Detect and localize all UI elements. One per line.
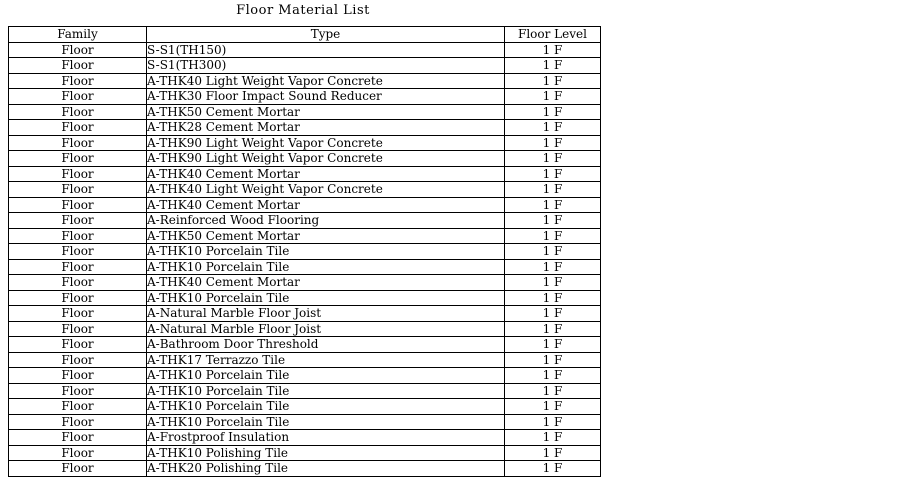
cell-level: 1 F <box>505 383 601 399</box>
table-row <box>9 368 601 384</box>
cell-level: 1 F <box>505 306 601 322</box>
cell-family: Floor <box>9 120 147 136</box>
cell-family: Floor <box>9 73 147 89</box>
cell-type: A-THK40 Cement Mortar <box>147 197 505 213</box>
cell-level: 1 F <box>505 445 601 461</box>
table-row <box>9 135 601 151</box>
cell-family: Floor <box>9 321 147 337</box>
cell-family: Floor <box>9 89 147 105</box>
cell-level: 1 F <box>505 430 601 446</box>
table-row <box>9 58 601 74</box>
cell-family: Floor <box>9 414 147 430</box>
cell-type: A-THK10 Porcelain Tile <box>147 383 505 399</box>
cell-family: Floor <box>9 104 147 120</box>
cell-type: A-THK10 Porcelain Tile <box>147 290 505 306</box>
document-title: Floor Material List <box>236 3 370 18</box>
cell-type: A-THK20 Polishing Tile <box>147 461 505 477</box>
column-header-type: Type <box>147 27 505 43</box>
cell-level: 1 F <box>505 228 601 244</box>
table-row <box>9 445 601 461</box>
table-row <box>9 290 601 306</box>
cell-level: 1 F <box>505 461 601 477</box>
cell-type: A-THK40 Cement Mortar <box>147 275 505 291</box>
table-row <box>9 399 601 415</box>
cell-family: Floor <box>9 58 147 74</box>
cell-family: Floor <box>9 244 147 260</box>
cell-level: 1 F <box>505 368 601 384</box>
table-row <box>9 244 601 260</box>
table-header-row <box>9 27 601 43</box>
cell-level: 1 F <box>505 135 601 151</box>
cell-family: Floor <box>9 461 147 477</box>
table-row <box>9 182 601 198</box>
table-row <box>9 352 601 368</box>
table-row <box>9 430 601 446</box>
table-row <box>9 104 601 120</box>
table-row <box>9 166 601 182</box>
cell-type: A-THK50 Cement Mortar <box>147 104 505 120</box>
cell-level: 1 F <box>505 275 601 291</box>
cell-level: 1 F <box>505 42 601 58</box>
cell-level: 1 F <box>505 89 601 105</box>
table-row <box>9 337 601 353</box>
cell-level: 1 F <box>505 259 601 275</box>
cell-family: Floor <box>9 151 147 167</box>
cell-type: S-S1(TH150) <box>147 42 505 58</box>
cell-family: Floor <box>9 213 147 229</box>
table-body <box>9 42 601 476</box>
cell-type: A-THK10 Porcelain Tile <box>147 399 505 415</box>
table-row <box>9 197 601 213</box>
column-header-floor-level: Floor Level <box>505 27 601 43</box>
table-row <box>9 275 601 291</box>
cell-family: Floor <box>9 352 147 368</box>
cell-type: A-THK10 Porcelain Tile <box>147 244 505 260</box>
cell-level: 1 F <box>505 197 601 213</box>
cell-type: A-THK10 Porcelain Tile <box>147 414 505 430</box>
column-header-family: Family <box>9 27 147 43</box>
cell-level: 1 F <box>505 337 601 353</box>
cell-type: A-THK10 Porcelain Tile <box>147 368 505 384</box>
table-row <box>9 213 601 229</box>
cell-level: 1 F <box>505 73 601 89</box>
cell-type: A-Natural Marble Floor Joist <box>147 321 505 337</box>
table-row <box>9 321 601 337</box>
table-row <box>9 89 601 105</box>
cell-type: A-Natural Marble Floor Joist <box>147 306 505 322</box>
cell-family: Floor <box>9 306 147 322</box>
cell-level: 1 F <box>505 352 601 368</box>
cell-type: A-THK10 Porcelain Tile <box>147 259 505 275</box>
cell-family: Floor <box>9 337 147 353</box>
cell-level: 1 F <box>505 104 601 120</box>
cell-family: Floor <box>9 368 147 384</box>
cell-type: A-Bathroom Door Threshold <box>147 337 505 353</box>
cell-type: A-THK30 Floor Impact Sound Reducer <box>147 89 505 105</box>
cell-family: Floor <box>9 197 147 213</box>
cell-family: Floor <box>9 166 147 182</box>
cell-type: A-THK90 Light Weight Vapor Concrete <box>147 135 505 151</box>
cell-family: Floor <box>9 42 147 58</box>
table-row <box>9 228 601 244</box>
cell-level: 1 F <box>505 58 601 74</box>
cell-type: A-THK17 Terrazzo Tile <box>147 352 505 368</box>
cell-level: 1 F <box>505 120 601 136</box>
table-row <box>9 383 601 399</box>
cell-family: Floor <box>9 383 147 399</box>
table-row <box>9 414 601 430</box>
table-row <box>9 120 601 136</box>
cell-family: Floor <box>9 445 147 461</box>
table-row <box>9 151 601 167</box>
cell-type: A-THK40 Light Weight Vapor Concrete <box>147 73 505 89</box>
cell-type: S-S1(TH300) <box>147 58 505 74</box>
floor-material-table <box>8 26 601 477</box>
cell-type: A-THK40 Cement Mortar <box>147 166 505 182</box>
cell-type: A-THK40 Light Weight Vapor Concrete <box>147 182 505 198</box>
cell-level: 1 F <box>505 321 601 337</box>
cell-family: Floor <box>9 430 147 446</box>
cell-level: 1 F <box>505 151 601 167</box>
cell-level: 1 F <box>505 166 601 182</box>
cell-level: 1 F <box>505 213 601 229</box>
cell-family: Floor <box>9 228 147 244</box>
cell-level: 1 F <box>505 244 601 260</box>
cell-type: A-THK10 Polishing Tile <box>147 445 505 461</box>
table-row <box>9 73 601 89</box>
cell-level: 1 F <box>505 182 601 198</box>
cell-level: 1 F <box>505 290 601 306</box>
cell-family: Floor <box>9 290 147 306</box>
cell-type: A-THK28 Cement Mortar <box>147 120 505 136</box>
cell-family: Floor <box>9 399 147 415</box>
table-row <box>9 306 601 322</box>
cell-family: Floor <box>9 182 147 198</box>
cell-type: A-Reinforced Wood Flooring <box>147 213 505 229</box>
cell-family: Floor <box>9 135 147 151</box>
cell-family: Floor <box>9 259 147 275</box>
cell-level: 1 F <box>505 414 601 430</box>
table-row <box>9 259 601 275</box>
cell-type: A-Frostproof Insulation <box>147 430 505 446</box>
cell-level: 1 F <box>505 399 601 415</box>
table-row <box>9 461 601 477</box>
cell-type: A-THK50 Cement Mortar <box>147 228 505 244</box>
cell-type: A-THK90 Light Weight Vapor Concrete <box>147 151 505 167</box>
table-row <box>9 42 601 58</box>
cell-family: Floor <box>9 275 147 291</box>
